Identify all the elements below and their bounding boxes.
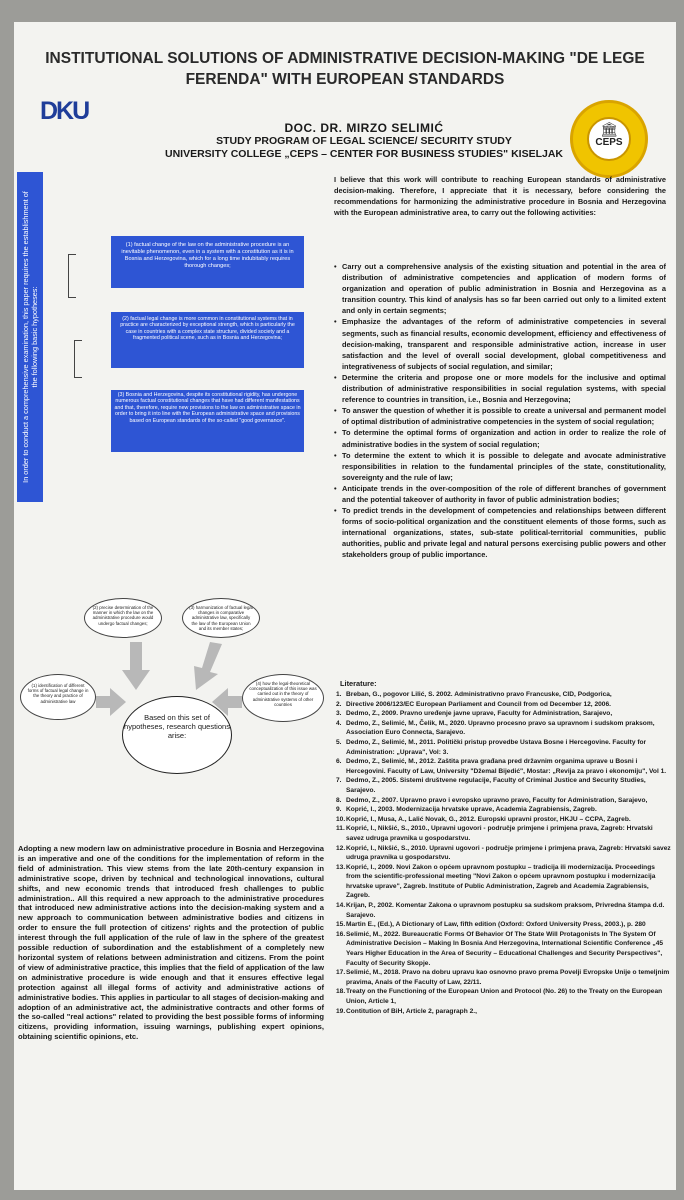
- reference-item: 10. Koprić, I., Musa, A., Lalić Novak, G., 2012. Europski upravni prostor, HKJU – CCPA, Zagreb.: [336, 815, 631, 823]
- activity-item: • Anticipate trends in the over-composition of the role of different branches of government and the potential takeover of authority in favor of public administration bodies;: [334, 483, 666, 505]
- reference-item: 11. Koprić, I., Nikšić, S., 2010., Upravni ugovori - područje primjene i primjena prava, Zagreb: Hrvatski savez udruga pravnika u gospodarstvu.: [336, 825, 653, 842]
- hypothesis-1: (1) factual change of the law on the administrative procedure is an inevitable phenomenon, even in a system with a constitution as it is in Bosnia and Herzegovina, which for a long time indubitably requires thorough changes;: [111, 236, 304, 288]
- reference-item: 7. Dedmo, Z., 2005. Sistemi društvene regulacije, Faculty of Criminal Justice and Security Studies, Sarajevo.: [336, 777, 646, 794]
- reference-item: 16. Selimić, M., 2022. Bureaucratic Forms Of Behavior Of The State Will Protagonists In The System Of Administrative Decision – Making In Bosnia And Herzegovina, International Scientific Conference „45 Years Higher Education in the Area of Security – Educational Challenges and Security Perspectives", Faculty of Security Skopje.: [336, 930, 664, 967]
- ceps-seal-logo: [570, 100, 648, 178]
- conclusion-paragraph: Adopting a new modern law on administrative procedure in Bosnia and Herzegovina is an imperative and one of the conditions for the implementation of reform in the field of administration. This view stems from the late 20th-century expansion in administrative scope, driven by technical and technological innovations, cultural shifts, and new economic trends that introduced fresh challenges to public administration.. All this required a new approach to the administrative procedures that introduced new administrative actions into the decision-making system and a new approach to communication between administrative bodies and citizens in order to ensure the full protection of citizens' rights and the protection of public interest through the full application of the rule of law in the sphere of the greatest possible reduction of subordination and the establishment of a completely new horizontal system of relations between administration and citizens. From the point of view of administrative practice, this implies that the field of application of the law on administrative procedure is wide enough and that it ensures effective legal protection against all illegal forms of activity and administrative actions of administrative bodies. This applies in particular to all stages of decision-making and adoption of an administrative act, the administrative contracts and other forms of the so-called "real actions" related to providing the best possible forms of informing citizens, providing information, issuing warnings, publishing expert opinions, obtaining scientific opinions, etc.: [18, 844, 324, 1042]
- poster-title: [14, 48, 676, 90]
- reference-item: 6. Dedmo, Z., Selimić, M., 2012. Zaštita prava građana pred državnim organima uprave u Bosni i Hercegovini. Faculty of Law, University "Džemal Bijedić", Mostar: „Revija za pravo i ekonomiju", Vol 1.: [336, 758, 667, 775]
- research-question-4: (4) how the legal-theoretical conceptualization of this issue was carried out in the theory of administrative systems of other countries: [242, 674, 324, 722]
- reference-item: 8. Dedmo, Z., 2007. Upravno pravo i evropsko upravno pravo, Faculty for Administration, Sarajevo,: [336, 796, 648, 804]
- study-program: STUDY PROGRAM OF LEGAL SCIENCE/ SECURITY STUDY: [216, 135, 512, 147]
- vertical-text: In order to conduct a comprehensive examination, this paper requires the establishment of the following basic hypotheses:: [21, 191, 39, 483]
- poster: [14, 22, 676, 1190]
- arrow-q3: [194, 642, 222, 690]
- reference-item: 19. Contitution of BiH, Article 2, paragraph 2.,: [336, 1007, 477, 1015]
- activity-item: • To answer the question of whether it is possible to create a universal and permanent model of optimal distribution of administrative competencies in the system of social regulation;: [334, 405, 666, 427]
- reference-item: 15. Martin E., (Ed.), A Dictionary of Law, fifth edition (Oxford: Oxford University Press, 2003.), p. 280: [336, 921, 646, 929]
- reference-item: 14. Krijan, P., 2002. Komentar Zakona o upravnom postupku sa sudskom praksom, Privredna štampa d.d. Sarajevo.: [336, 902, 665, 919]
- reference-item: 18. Treaty on the Functioning of the European Union and Protocol (No. 26) to the Treaty on the European Union, Article 1,: [336, 988, 663, 1005]
- literature-heading: Literature:: [340, 679, 377, 688]
- activity-item: • Determine the criteria and propose one or more models for the inclusive and optimal distribution of administrative responsibilities in social regulation systems, with special reference to countries in transition, i.e., Bosnia and Herzegovina;: [334, 372, 666, 405]
- arrow-q1: [96, 688, 126, 716]
- hypotheses-intro-vertical: [17, 172, 43, 502]
- activities-list: [334, 261, 666, 561]
- title-line-1: INSTITUTIONAL SOLUTIONS OF ADMINISTRATIVE DECISION-MAKING "DE LEGE: [45, 50, 645, 67]
- activity-item: • Emphasize the advantages of the reform of administrative competencies in several segments, such as financial results, economic development, efficiency and effectiveness of decision-making, transparent and responsible administrative action, increase in user satisfaction and the level of overall social development, global competitiveness and integrativeness of subjects of social regulation, and similar;: [334, 316, 666, 371]
- reference-item: 12. Koprić, I., Nikšić, S., 2010. Upravni ugovori - područje primjene i primjena prava, Zagreb: Hrvatski savez udruga pravnika u gospodarstvu.: [336, 844, 671, 862]
- activity-item: • To determine the optimal forms of organization and action in order to realize the role of administrative bodies in the system of social regulation;: [334, 427, 666, 449]
- activity-item: • To determine the extent to which it is possible to delegate and avocate administrative responsibilities in relation to the fundamental principles of the state, constitutionality, sovereignty and the rule of law;: [334, 450, 666, 483]
- author-block: [164, 122, 564, 161]
- author-name: DOC. DR. MIRZO SELIMIĆ: [284, 121, 444, 135]
- research-questions-center: Based on this set of hypotheses, research questions arise:: [122, 696, 232, 774]
- activity-item: • Carry out a comprehensive analysis of the existing situation and potential in the area of distribution of administrative competencies and application of modern forms of organization and operation of public administration in Bosnia and Herzegovina as a transition country. This kind of analysis has so far been carried out only to a limited extent and only in certain segments;: [334, 261, 666, 316]
- reference-item: 3. Dedmo, Z., 2009. Pravno uređenje javne uprave, Faculty for Administration, Sarajevo,: [336, 710, 613, 718]
- intro-paragraph: I believe that this work will contribute to reaching European standards of administrative decision-making. Therefore, I appreciate that it is necessary, before considering the recommendations for harmonizing the administrative procedure in Bosnia and Herzegovina with the European administrative area, to carry out the following activities:: [334, 175, 666, 218]
- literature-list: [336, 690, 671, 1016]
- hypothesis-2: (2) factual legal change is more common in constitutional systems that in practice are characterized by exceptional strength, which is particularly the case in countries with a complex state structure, divided society and a fragmented political scene, such as in Bosnia and Herzegovina;: [111, 312, 304, 368]
- building-icon: 🏛: [600, 121, 618, 137]
- bracket-1: [68, 254, 76, 298]
- hypothesis-3: (3) Bosnia and Herzegovina, despite its constitutional rigidity, has undergone numerous factual constitutional changes that have had different manifestations and that, therefore, require new provisions to the law on administrative space in order to bring it into line with the European administrative space and provisions based on European standards of the so-called "good governance".: [111, 390, 304, 452]
- title-line-2: FERENDA" WITH EUROPEAN STANDARDS: [185, 71, 505, 88]
- reference-item: 4. Dedmo, Z., Selimić, M., Čelik, M., 2020. Upravno procesno pravo sa upravnom i sudskom praksom, Association Euro Connecta, Sarajevo.: [336, 719, 655, 737]
- research-question-2: (2) precise determination of the manner in which the law on the administrative procedure would undergo factual changes;: [84, 598, 162, 638]
- reference-item: 9. Koprić, I., 2003. Modernizacija hrvatske uprave, Academia Zagrabiensis, Zagreb.: [336, 806, 597, 814]
- bracket-2: [74, 340, 82, 378]
- reference-item: 5. Dedmo, Z., Selimić, M., 2011. Politički pristup provedbe Ustava Bosne i Hercegovine. Faculty for Administration: „Uprava", Vol: 3.: [336, 738, 647, 756]
- institution-name: UNIVERSITY COLLEGE „CEPS – CENTER FOR BUSINESS STUDIES" KISELJAK: [164, 148, 563, 160]
- reference-item: 17. Selimić, M., 2018. Pravo na dobru upravu kao osnovno pravo prema Povelji Evropske Unije o temeljnim pravima, Anals of the Faculty of Law, 22/11.: [336, 969, 670, 986]
- reference-item: 1. Breban, G., pogovor Lilić, S. 2002. Administrativno pravo Francuske, CID, Podgorica,: [336, 691, 612, 698]
- arrow-q2: [122, 642, 150, 690]
- dku-logo: DKU: [40, 97, 89, 125]
- research-question-1: (1) identification of different forms of factual legal change in the theory and practice of administrative law: [20, 674, 96, 720]
- research-question-3: (3) harmonization of factual legal changes in comparative administrative law, specifically the law of the European Union and its member states;: [182, 598, 260, 638]
- seal-text: CEPS: [595, 137, 623, 148]
- reference-item: 2. Directive 2006/123/EC European Parliament and Council from od December 12, 2006.: [336, 700, 611, 708]
- activity-item: • To predict trends in the development of competencies and relationships between different forms of socio-political organization and the constituent elements of those forms, such as international organizations, states, sub-state political-territorial communities, public authorities, public and private legal and natural persons exercising public powers and other stakeholders group of public importance.: [334, 505, 666, 560]
- reference-item: 13. Koprić, I., 2009. Novi Zakon o općem upravnom postupku – tradicija ili modernizacija. Proceedings from the scientific-professional meeting "Novi Zakon o općem upravnom postupku i modernizacija hrvatske uprave", Zagreb. Institute of Public Administration, Zagreb and Academia Zagrabiensis, Zagreb.: [336, 863, 656, 900]
